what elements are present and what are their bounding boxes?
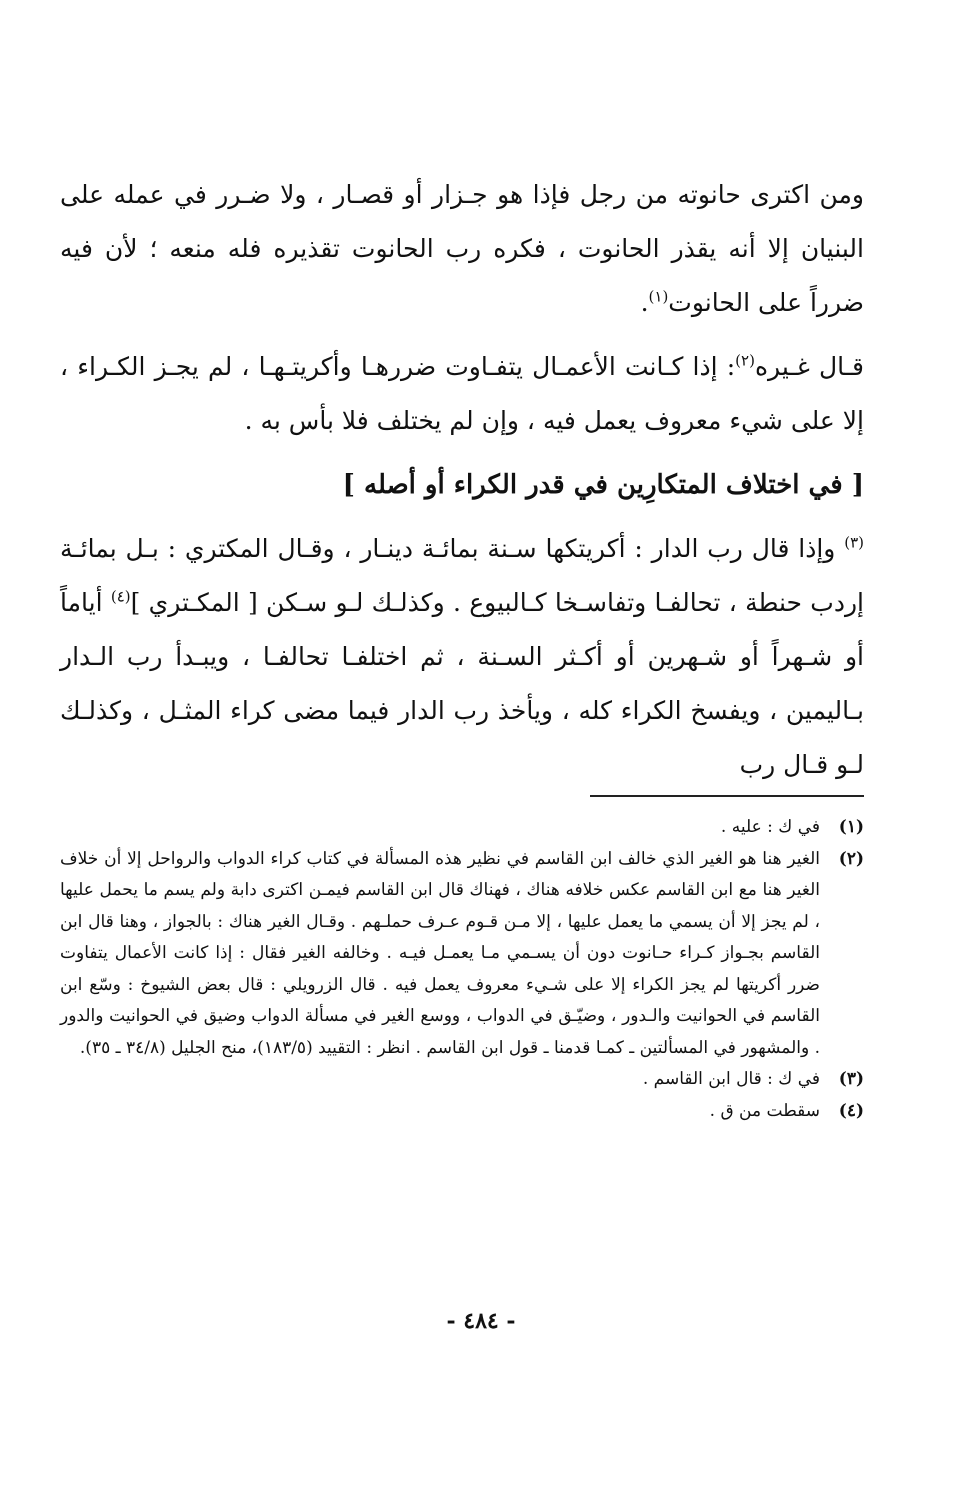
footnote-ref-3[interactable]: (٣) [844, 533, 864, 552]
footnote-number: (٢) [838, 848, 864, 869]
footnote-text: في ك : قال ابن القاسم . [642, 1069, 820, 1089]
page-number: - ٤٨٤ - [446, 1308, 516, 1334]
paragraph-3 [60, 522, 864, 792]
paragraph-2 [60, 340, 864, 448]
paragraph-1-tail: . [640, 288, 649, 317]
footnote-text: الغير هنا هو الغير الذي خالف ابن القاسم في نظير هذه المسألة في كتاب كراء الدواب والرواحل إلا أن خلاف الغير هنا مع ابن القاسم عكس خلافه هناك ، فهناك قال ابن القاسم فيمـن اكترى دابة ولم يسم ما يحمل عليها ، لم يجز إلا أن يسمي ما يعمل عليها ، إلا مـن قـوم عـرف حملـهم . وقـال الغير هناك : بالجواز ، وهنا قال ابن القاسم بجـواز كـراء حـانوت دون أن يسـمي مـا يعمـل فيـه . وخالفه الغير فقال : إذا كانت الأعمال يتفاوت ضرر أكريتها لم يجز الكراء إلا على شـيء معروف يعمل فيه . قال الزرويلي : قال بعض الشيوخ : وسّع ابن القاسم في الحوانيت والـدور ، وضيّـق في الدواب ، ووسع الغير في مسألة الدواب وضيق في الحوانيت والدور . والمشهور في المسألتين ـ كمـا قدمنا ـ قول ابن القاسم . انظر : التقييد (١٨٣/٥)، منح الجليل (٣٤/٨ ـ ٣٥). [60, 848, 820, 1058]
paragraph-2-tail: : إذا كـانت الأعمـال يتفـاوت ضررهـا وأكريتـهـا ، لم يجـز الكـراء ، إلا على شيء معروف يعمل فيه ، وإن لم يختلف فلا بأس به . [60, 352, 864, 435]
footnote-text: في ك : عليه . [720, 817, 820, 837]
paragraph-2-text: قـال غـيره [754, 352, 865, 381]
paragraph-1 [60, 168, 864, 330]
footnote-divider [590, 795, 864, 797]
paragraph-1-text: ومن اكترى حانوته من رجل فإذا هو جـزار أو قصـار ، ولا ضـرر في عمله على البنيان إلا أنه يقذر الحانوت ، فكره رب الحانوت تقذيره فله منعه ؛ لأن فيه ضرراً على الحانوت [60, 180, 864, 317]
footnote-number: (٣) [838, 1069, 864, 1089]
footnote-ref-4[interactable]: (٤) [110, 587, 131, 606]
footnotes [60, 812, 864, 1127]
footnote-text: سقطت من ق . [709, 1100, 820, 1121]
footnote-3 [60, 1064, 864, 1096]
footnote-2 [60, 844, 864, 1065]
footnote-number: (١) [838, 817, 864, 837]
footnote-number: (٤) [838, 1100, 864, 1121]
footnote-ref-2[interactable]: (٢) [735, 351, 755, 370]
footnote-4 [60, 1096, 864, 1128]
footnote-ref-1[interactable]: (١) [648, 287, 669, 306]
main-text [60, 168, 864, 802]
section-heading: [ في اختلاف المتكارِين في قدر الكراء أو أصله ] [342, 470, 864, 500]
footnote-1 [60, 812, 864, 844]
paragraph-3-part-1: وإذا قال رب الدار : أكريتكها سـنة بمائـة دينـار ، وقـال المكتري : بـل بمائـة إردب حنطة ، تحالفـا وتفاسـخا كـالبيوع . وكذلـك لـو سـكن [ المكـتري ] [60, 534, 864, 617]
paragraph-3-part-2: أياماً أو شـهراً أو شـهرين أو أكـثر السـنة ، ثم اختلفـا تحالفـا ، ويبـدأ رب الـدار بـاليمين ، ويفسخ الكراء كله ، ويأخذ رب الدار فيما مضى كراء المثـل ، وكذلـك لـو قـال رب [60, 588, 864, 779]
